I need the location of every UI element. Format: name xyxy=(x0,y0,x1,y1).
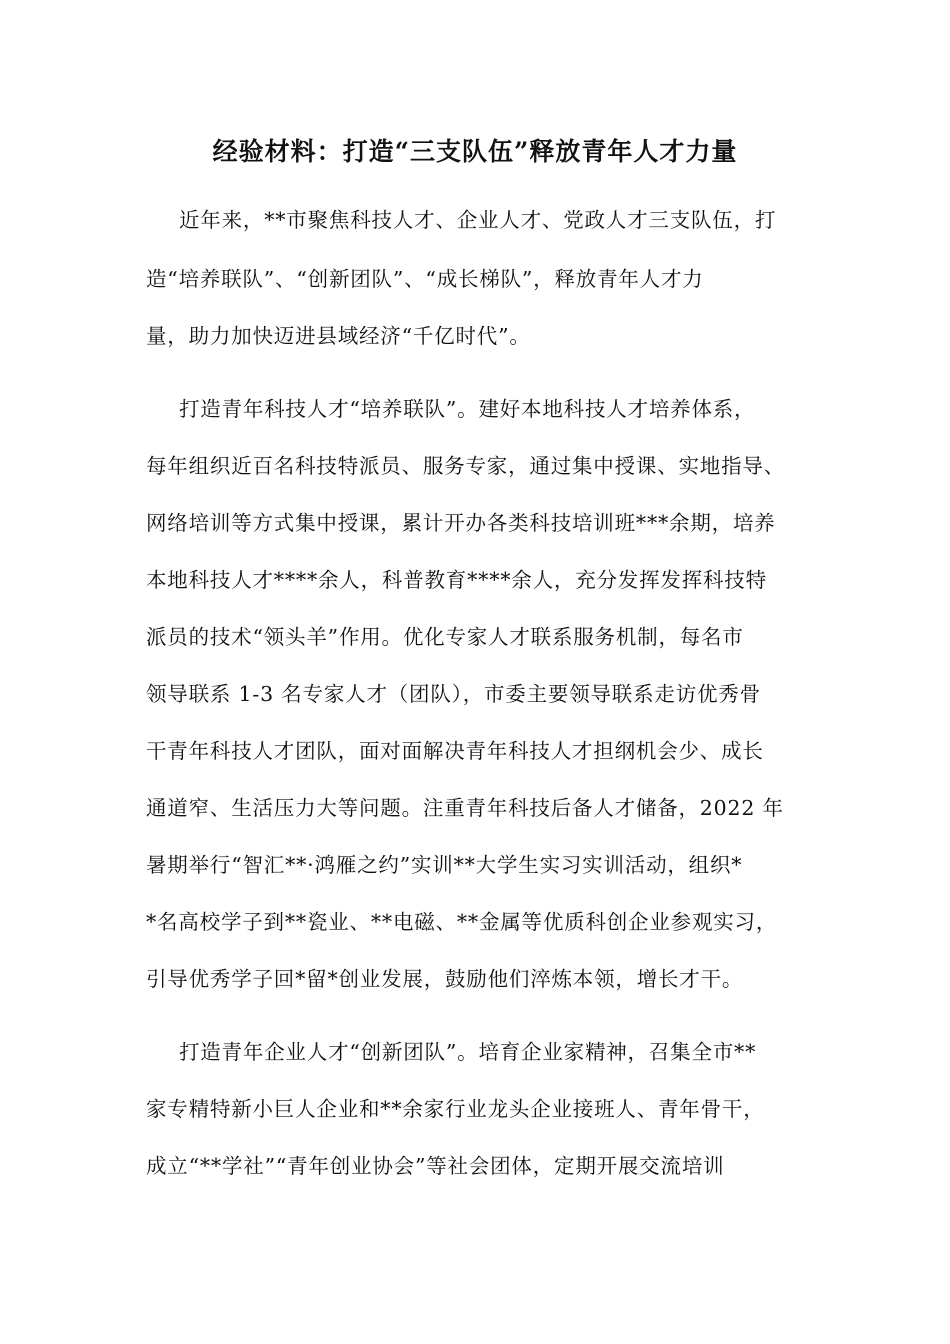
paragraph-1-line-3: 量，助力加快迈进县域经济“千亿时代”。 xyxy=(146,324,531,348)
paragraph-2-line-3: 网络培训等方式集中授课，累计开办各类科技培训班***余期，培养 xyxy=(146,511,776,535)
paragraph-2-line-5: 派员的技术“领头羊”作用。优化专家人才联系服务机制，每名市 xyxy=(146,625,744,649)
paragraph-2-line-11: 引导优秀学子回*留*创业发展，鼓励他们淬炼本领，增长才干。 xyxy=(146,967,744,991)
paragraph-2-line-8: 通道窄、生活压力大等问题。注重青年科技后备人才储备，2022 年 xyxy=(146,796,784,820)
paragraph-2-line-4: 本地科技人才****余人，科普教育****余人，充分发挥发挥科技特 xyxy=(146,568,767,592)
paragraph-2-line-10: *名高校学子到**瓷业、**电磁、**金属等优质科创企业参观实习， xyxy=(146,910,778,934)
paragraph-1-line-1: 近年来，**市聚焦科技人才、企业人才、党政人才三支队伍，打 xyxy=(179,208,777,232)
paragraph-2-line-7: 干青年科技人才团队，面对面解决青年科技人才担纲机会少、成长 xyxy=(146,739,764,763)
document-title: 经验材料：打造“三支队伍”释放青年人才力量 xyxy=(212,137,738,166)
paragraph-2-line-2: 每年组织近百名科技特派员、服务专家，通过集中授课、实地指导、 xyxy=(146,454,785,478)
paragraph-3-line-3: 成立“**学社”“青年创业协会”等社会团体，定期开展交流培训 xyxy=(146,1154,725,1178)
paragraph-3-line-1: 打造青年企业人才“创新团队”。培育企业家精神，召集全市** xyxy=(179,1040,757,1064)
paragraph-2-line-9: 暑期举行“智汇**·鸿雁之约”实训**大学生实习实训活动，组织* xyxy=(146,853,743,877)
paragraph-3-line-2: 家专精特新小巨人企业和**余家行业龙头企业接班人、青年骨干， xyxy=(146,1097,765,1121)
paragraph-2-line-1: 打造青年科技人才“培养联队”。建好本地科技人才培养体系， xyxy=(179,397,756,421)
paragraph-1-line-2: 造“培养联队”、“创新团队”、“成长梯队”，释放青年人才力 xyxy=(146,267,704,291)
paragraph-2-line-6: 领导联系 1-3 名专家人才（团队），市委主要领导联系走访优秀骨 xyxy=(146,682,761,706)
